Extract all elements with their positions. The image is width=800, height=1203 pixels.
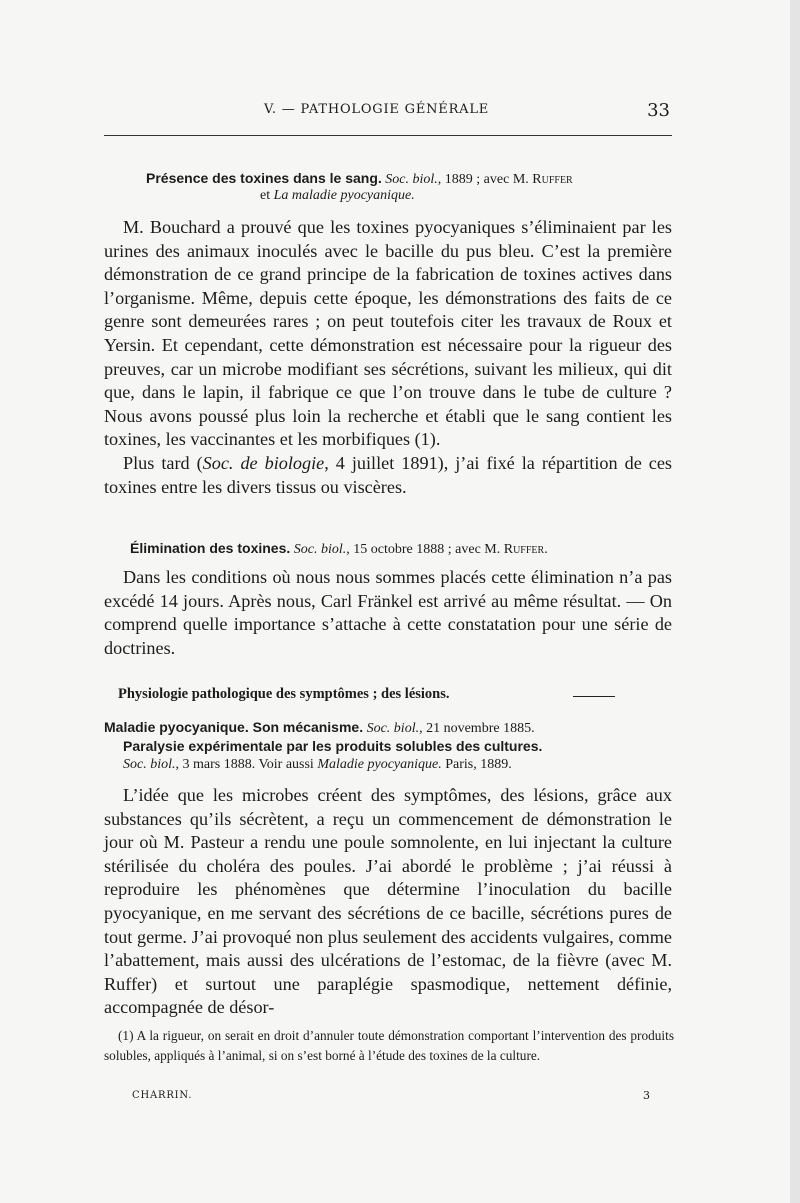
section1-body [104,216,672,499]
entry-line [104,719,682,738]
paragraph: L’idée que les microbes créent des symptômes, des lésions, grâce aux substances qu’ils sécrètent, a reçu un commencement de démonstration le jour où M. Pasteur a rendu une poule somnolente, en lui injectant la culture stérilisée du choléra des poules. J’ai abordé le problème ; j’ai réussi à reproduire les phénomènes que détermine l’inoculation du bacille pyocyanique, en me servant des sécrétions de ce bacille, sécrétions pures de tout germe. J’ai provoqué non plus seulement des accidents vulgaires, comme l’abattement, mais aussi des ulcérations de l’estomac, de la fièvre (avec M. Ruffer) et surtout une paraplégie spasmodique, nettement définie, accompagnée de désor- [104,785,672,1018]
section-heading-line2 [260,186,415,206]
page-number: 33 [647,100,670,121]
signature-mark: CHARRIN. [132,1090,193,1101]
paragraph-text: Plus tard ( [123,452,203,473]
heading-ref-journal: Soc. biol. [293,542,347,557]
sheet-number: 3 [643,1089,650,1102]
heading-title: Élimination des toxines. [130,540,291,556]
paragraph: M. Bouchard a prouvé que les toxines pyocyaniques s’éliminaient par les urines des animaux inoculés avec le bacille du pus bleu. C’est la première démonstration de ce grand principe de la fabrication de toxines actives dans l’organisme. Même, depuis cette époque, les démonstrations des faits de ce genre sont demeurées rares ; on peut toutefois citer les travaux de Roux et Yersin. Et cependant, cette démonstration est nécessaire pour la rigueur des preuves, car un microbe modifiant ses sécrétions, suivant les milieux, qui dit que, dans le lapin, il fabrique ce que l’on trouve dans le tube de culture ? Nous avons poussé plus loin la recherche et établi que le sang contient les toxines, les vaccinantes et les morbifiques (1). [104,217,672,450]
heading-title: Présence des toxines dans le sang. [146,170,382,186]
heading-line2-title: La maladie pyocyanique. [273,188,415,203]
entry-ref-journal: Soc. biol. [366,721,420,736]
paragraph-citation: Soc. de biologie [202,452,325,473]
paragraph [104,452,672,499]
heading-ref-date: , 1889 ; avec M. [437,172,529,187]
heading-line2-prefix: et [260,188,271,203]
chapter-subheading: Physiologie pathologique des symptômes ; des lésions. [118,686,450,702]
entry-ref-date: , 3 mars 1888. Voir aussi [175,757,314,772]
subheading-rule [573,696,615,697]
entry-ref-date: , 21 novembre 1885. [419,721,535,736]
footnote [104,1026,674,1066]
heading-author: Ruffer. [503,542,548,557]
entry-line [104,738,682,757]
running-title: V. — PATHOLOGIE GÉNÉRALE [264,102,490,117]
heading-author: Ruffer [532,172,573,187]
running-header [104,100,672,124]
heading-ref-date: , 15 octobre 1888 ; avec M. [346,542,501,557]
entry-title: Paralysie expérimentale par les produits solubles des cultures. [123,737,543,754]
entry-ref-place: Paris, 1889. [445,757,512,772]
footnote-text: (1) A la rigueur, on serait en droit d’annuler toute démonstration comportant l’intervention des produits solubles, appliqués à l’animal, si on s’est borné à l’étude des toxines de la culture. [104,1028,674,1063]
section-heading-maladie-pyocyanique [104,719,682,774]
section3-body [104,784,672,1020]
paragraph-text: , 4 juillet 1891), j’ai fixé la répartition de ces toxines entre les divers tissus ou viscères. [104,452,672,497]
section2-body [104,566,672,660]
entry-ref-journal: Soc. biol. [123,757,176,772]
entry-line [104,756,682,774]
paragraph: Dans les conditions où nous nous sommes placés cette élimination n’a pas excédé 14 jours. Après nous, Carl Fränkel est arrivé au même résultat. — On comprend quelle importance s’attache à cette constatation pour une série de doctrines. [104,567,672,658]
section-heading-elimination [130,538,548,560]
header-rule [104,135,672,136]
entry-title: Maladie pyocyanique. Son mécanisme. [104,719,364,735]
heading-ref-journal: Soc. biol. [385,172,438,187]
entry-ref-book: Maladie pyocyanique. [317,757,442,772]
